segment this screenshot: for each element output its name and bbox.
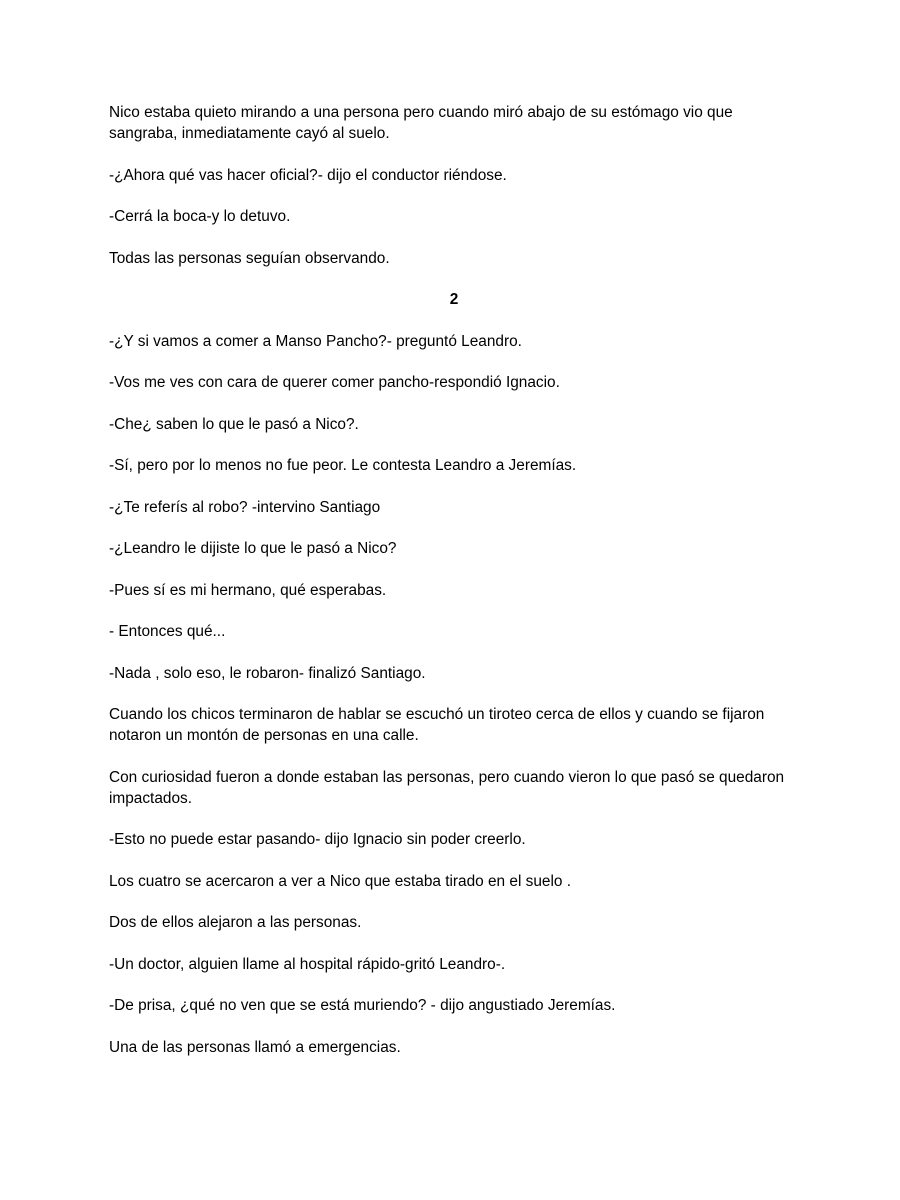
document-body [109, 102, 799, 1078]
paragraph: -Un doctor, alguien llame al hospital rápido-gritó Leandro-. [109, 955, 506, 973]
paragraph: Cuando los chicos terminaron de hablar se escuchó un tiroteo cerca de ellos y cuando se fijaron notaron un montón de personas en una calle. [109, 706, 765, 744]
paragraph: - Entonces qué... [109, 623, 226, 640]
paragraph: Dos de ellos alejaron a las personas. [109, 914, 362, 931]
paragraph: -Pues sí es mi hermano, qué esperabas. [109, 581, 387, 599]
paragraph: Una de las personas llamó a emergencias. [109, 1038, 401, 1056]
paragraph: -Sí, pero por lo menos no fue peor. Le contesta Leandro a Jeremías. [109, 457, 577, 474]
paragraph: -Vos me ves con cara de querer comer pancho-respondió Ignacio. [109, 374, 560, 391]
paragraph: -Che¿ saben lo que le pasó a Nico?. [109, 415, 359, 433]
chapter-number: 2 [449, 291, 459, 308]
paragraph: -De prisa, ¿qué no ven que se está muriendo? - dijo angustiado Jeremías. [109, 997, 616, 1014]
paragraph: -¿Ahora qué vas hacer oficial?- dijo el conductor riéndose. [109, 166, 507, 184]
paragraph: -¿Y si vamos a comer a Manso Pancho?- preguntó Leandro. [109, 332, 522, 350]
paragraph: Nico estaba quieto mirando a una persona pero cuando miró abajo de su estómago vio que sangraba, inmediatamente cayó al suelo. [109, 104, 733, 142]
paragraph: -Esto no puede estar pasando- dijo Ignacio sin poder creerlo. [109, 831, 526, 848]
paragraph: -¿Leandro le dijiste lo que le pasó a Nico? [109, 540, 397, 557]
paragraph: Todas las personas seguían observando. [109, 249, 390, 267]
paragraph: Los cuatro se acercaron a ver a Nico que estaba tirado en el suelo . [109, 872, 571, 890]
paragraph: -¿Te referís al robo? -intervino Santiago [109, 498, 381, 516]
paragraph: -Nada , solo eso, le robaron- finalizó Santiago. [109, 664, 426, 682]
paragraph: Con curiosidad fueron a donde estaban las personas, pero cuando vieron lo que pasó se quedaron impactados. [109, 768, 785, 807]
paragraph: -Cerrá la boca-y lo detuvo. [109, 208, 291, 225]
